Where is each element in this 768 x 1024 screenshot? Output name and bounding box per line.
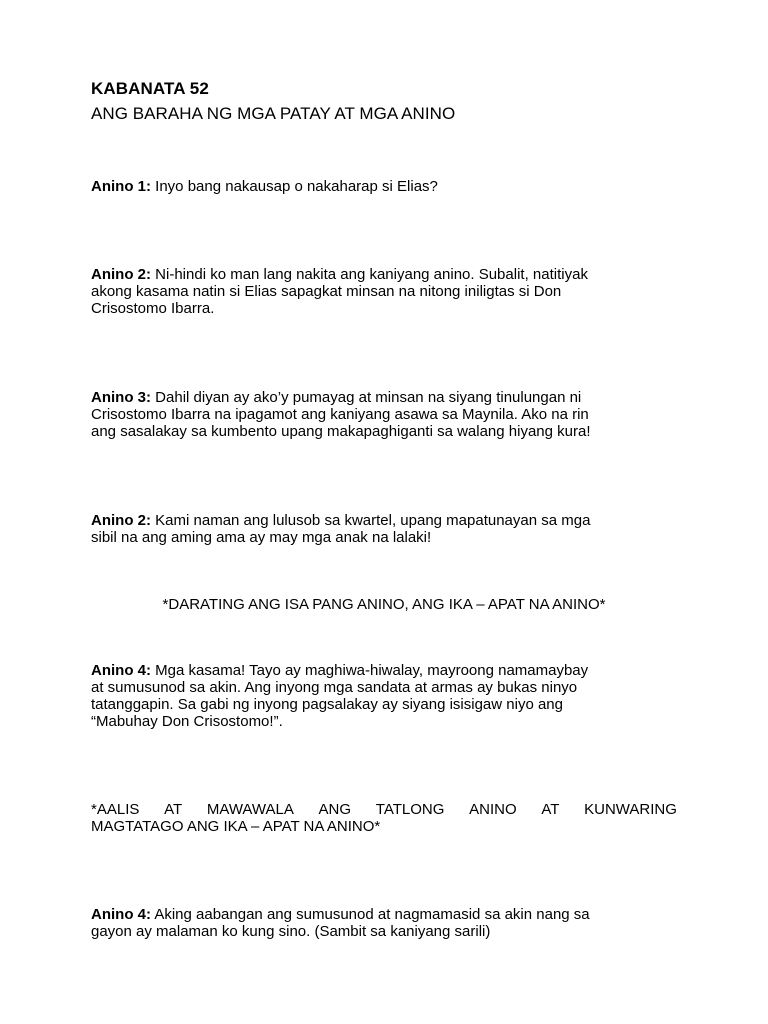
word: TATLONG <box>375 801 445 818</box>
dialogue-line <box>91 389 681 406</box>
dialogue-line <box>91 512 681 529</box>
dialogue-line: ang sasalakay sa kumbento upang makapaghiganti sa walang hiyang kura! <box>91 423 591 440</box>
dialogue-text: Ni-hindi ko man lang nakita ang kaniyang anino. Subalit, natitiyak <box>155 266 588 283</box>
dialogue-line: “Mabuhay Don Crisostomo!”. <box>91 713 283 730</box>
speaker-label: Anino 4: <box>91 662 151 679</box>
dialogue-line: sibil na ang aming ama ay may mga anak na lalaki! <box>91 529 432 546</box>
stage-direction-justified <box>91 801 677 835</box>
dialogue-line: akong kasama natin si Elias sapagkat minsan na nitong iniligtas si Don <box>91 283 562 300</box>
word: KUNWARING <box>584 801 677 818</box>
chapter-heading: KABANATA 52 <box>91 79 209 98</box>
word: *AALIS <box>91 801 140 818</box>
dialogue-line <box>91 178 681 195</box>
dialogue-text: Inyo bang nakausap o nakaharap si Elias? <box>155 178 438 195</box>
dialogue-line <box>91 906 681 923</box>
dialogue-line: Crisostomo Ibarra na ipagamot ang kaniyang asawa sa Maynila. Ako na rin <box>91 406 589 423</box>
dialogue-text: Mga kasama! Tayo ay maghiwa-hiwalay, mayroong namamaybay <box>155 662 589 679</box>
speaker-label: Anino 2: <box>91 266 151 283</box>
dialogue-line <box>91 266 681 283</box>
stage-direction-line <box>91 801 677 818</box>
word: ANINO <box>469 801 517 818</box>
stage-direction: *DARATING ANG ISA PANG ANINO, ANG IKA – APAT NA ANINO* <box>162 596 606 613</box>
dialogue-text: Dahil diyan ay ako’y pumayag at minsan na siyang tinulungan ni <box>155 389 582 406</box>
speaker-label: Anino 4: <box>91 906 151 923</box>
dialogue-line: Crisostomo Ibarra. <box>91 300 215 317</box>
chapter-title: ANG BARAHA NG MGA PATAY AT MGA ANINO <box>91 104 456 123</box>
speaker-label: Anino 3: <box>91 389 151 406</box>
word: ANG <box>318 801 352 818</box>
dialogue-line: tatanggapin. Sa gabi ng inyong pagsalakay ay siyang isisigaw niyo ang <box>91 696 563 713</box>
dialogue-line <box>91 662 681 679</box>
stage-direction-line: MAGTATAGO ANG IKA – APAT NA ANINO* <box>91 818 381 835</box>
dialogue-text: Kami naman ang lulusob sa kwartel, upang mapatunayan sa mga <box>155 512 591 529</box>
word: AT <box>541 801 560 818</box>
speaker-label: Anino 2: <box>91 512 151 529</box>
dialogue-line: gayon ay malaman ko kung sino. (Sambit sa kaniyang sarili) <box>91 923 491 940</box>
dialogue-line: at sumusunod sa akin. Ang inyong mga sandata at armas ay bukas ninyo <box>91 679 578 696</box>
word: MAWAWALA <box>206 801 294 818</box>
dialogue-text: Aking aabangan ang sumusunod at nagmamasid sa akin nang sa <box>154 906 590 923</box>
word: AT <box>164 801 183 818</box>
speaker-label: Anino 1: <box>91 178 151 195</box>
